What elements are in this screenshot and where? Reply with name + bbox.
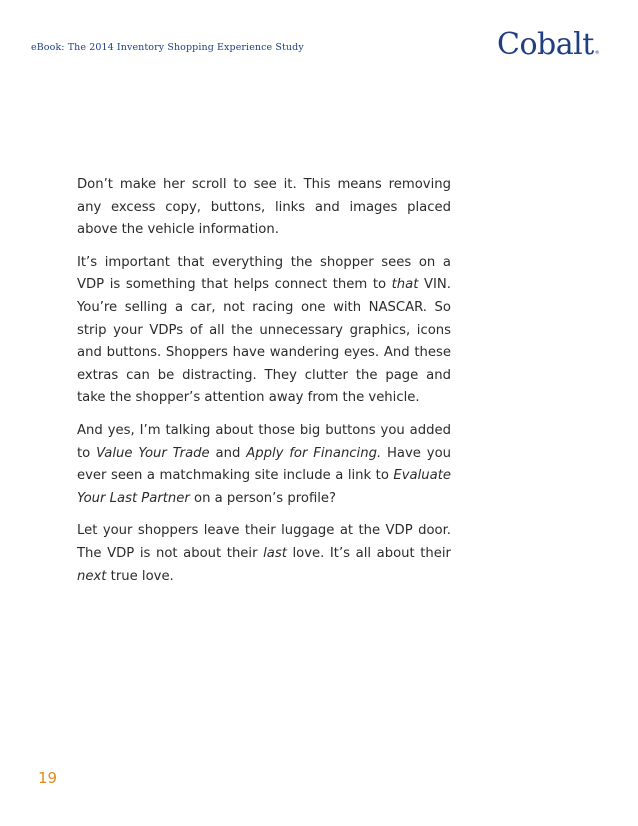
registered-mark: ® [594,50,600,56]
paragraph-3-emphasis-3: Evaluate Your Last Partner [77,468,451,506]
ebook-title: eBook: The 2014 Inventory Shopping Experience Study [31,42,304,53]
paragraph-3 [77,420,451,510]
paragraph-3-emphasis-2: Apply for Financing. [246,445,382,461]
paragraph-4-text-b: love. It’s all about their [286,545,451,561]
paragraph-2 [77,252,451,410]
article-body [77,174,451,598]
paragraph-2-emphasis: that [391,277,419,293]
cobalt-logo [497,27,600,62]
paragraph-3-text-c: Have you ever seen a matchmaking site include a link to [77,445,451,484]
paragraph-3-emphasis-1: Value Your Trade [96,445,210,461]
paragraph-4 [77,520,451,588]
paragraph-4-text-a: Let your shoppers leave their luggage at the VDP door. The VDP is not about their [77,523,451,561]
paragraph-1: Don’t make her scroll to see it. This means removing any excess copy, buttons, links and images placed above the vehicle information. [77,177,451,238]
logo-text: Cobalt [497,27,594,62]
paragraph-3-text-d: on a person’s profile? [189,490,337,506]
paragraph-3-text-b: and [209,445,247,461]
paragraph-2-text-a: It’s important that everything the shopper sees on a VDP is something that helps connect them to [77,254,451,293]
paragraph-3-text-a: And yes, I’m talking about those big buttons you added to [77,422,451,461]
paragraph-4-emphasis-2: next [77,568,107,584]
paragraph-4-text-c: true love. [106,568,174,584]
paragraph-2-text-b: VIN. You’re selling a car, not racing one with NASCAR. So strip your VDPs of all the unnecessary graphics, icons and buttons. Shoppers have wandering eyes. And these extras can be distracting. They clutter the page and take the shopper’s attention away from the vehicle. [77,277,451,406]
page-number: 19 [38,769,58,787]
paragraph-4-emphasis-1: last [263,545,287,561]
